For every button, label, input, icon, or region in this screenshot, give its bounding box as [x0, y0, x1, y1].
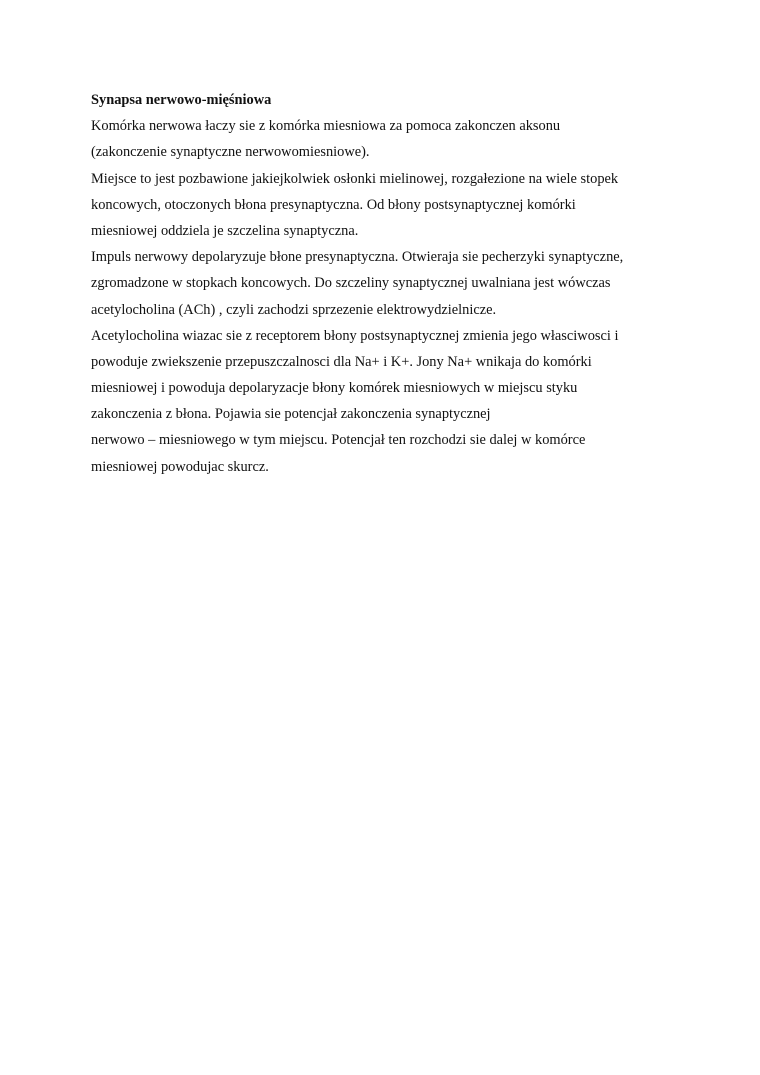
paragraph-line: miesniowej oddziela je szczelina synaptyczna.	[91, 222, 359, 239]
paragraph-line: zakonczenia z błona. Pojawia sie potencjał zakonczenia synaptycznej	[91, 406, 491, 423]
paragraph-line: Acetylocholina wiazac sie z receptorem błony postsynaptycznej zmienia jego własciwosci i	[91, 327, 619, 344]
paragraph-line: powoduje zwiekszenie przepuszczalnosci dla Na+ i K+. Jony Na+ wnikaja do komórki	[91, 353, 592, 370]
document-title: Synapsa nerwowo-mięśniowa	[91, 92, 272, 108]
paragraph-line: koncowych, otoczonych błona presynaptyczna. Od błony postsynaptycznej komórki	[91, 196, 576, 213]
paragraph-line: Impuls nerwowy depolaryzuje błone presynaptyczna. Otwieraja sie pecherzyki synaptyczne,	[91, 249, 624, 266]
paragraph-line: acetylocholina (ACh) , czyli zachodzi sprzezenie elektrowydzielnicze.	[91, 301, 497, 318]
paragraph-line: Miejsce to jest pozbawione jakiejkolwiek osłonki mielinowej, rozgałezione na wiele stopek	[91, 170, 619, 187]
paragraph-line: zgromadzone w stopkach koncowych. Do szczeliny synaptycznej uwalniana jest wówczas	[91, 275, 611, 292]
document-body	[91, 87, 681, 480]
paragraph-line: Komórka nerwowa łaczy sie z komórka miesniowa za pomoca zakonczen aksonu	[91, 118, 561, 135]
paragraph-line: miesniowej i powoduja depolaryzacje błony komórek miesniowych w miejscu styku	[91, 380, 578, 397]
paragraph-line: (zakonczenie synaptyczne nerwowomiesniowe).	[91, 144, 370, 161]
paragraph-line: nerwowo – miesniowego w tym miejscu. Potencjał ten rozchodzi sie dalej w komórce	[91, 432, 586, 449]
paragraph-line: miesniowej powodujac skurcz.	[91, 458, 269, 475]
